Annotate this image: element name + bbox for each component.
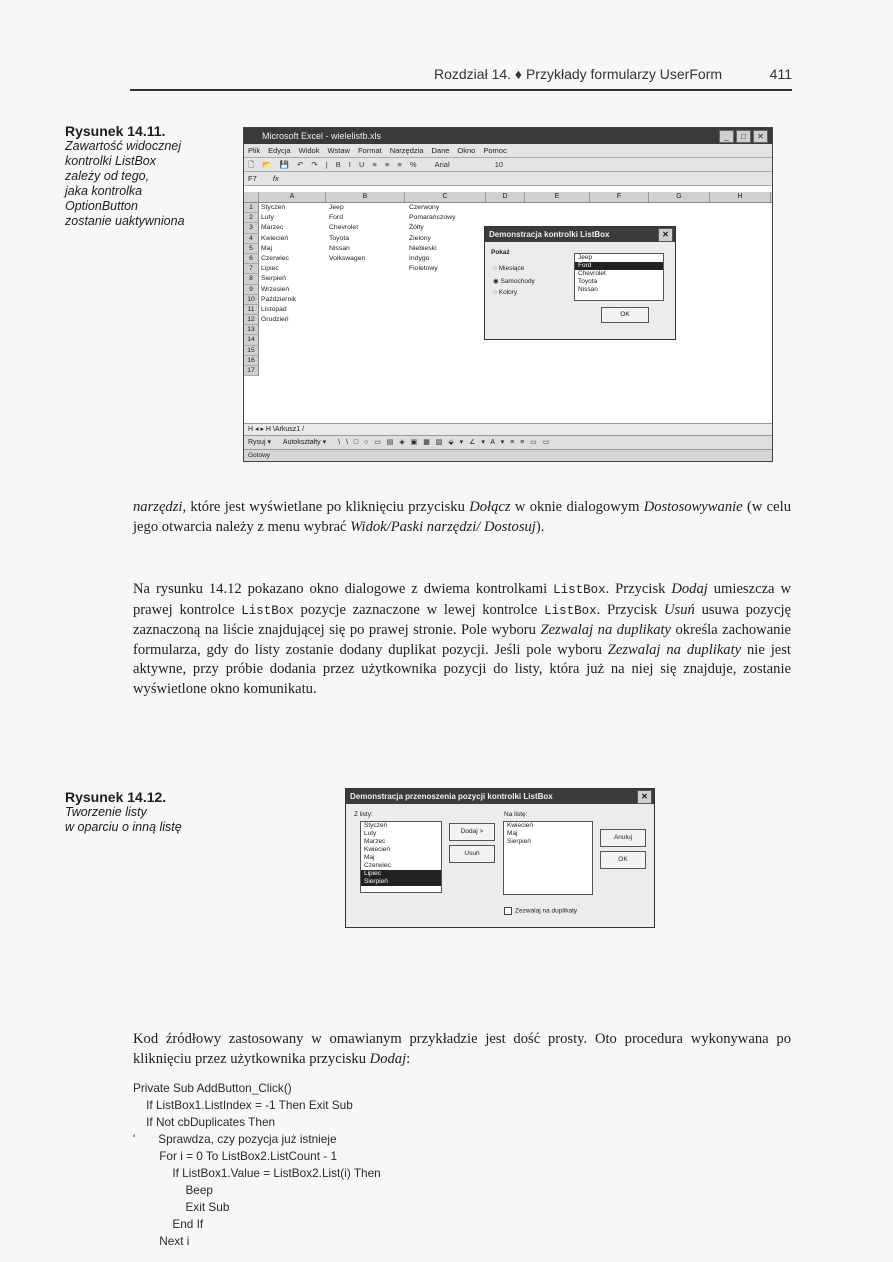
sheet-tabs	[244, 423, 773, 435]
text: usuwa pozycję zaznaczoną na liście znajdującej się po prawej stronie. Pole wyboru	[133, 601, 791, 639]
menu-item[interactable]: Narzędzia	[389, 146, 424, 155]
cell[interactable]: Październik	[261, 295, 297, 303]
option-label: Samochody	[500, 278, 535, 285]
cell[interactable]: Czerwiec	[261, 254, 289, 262]
sheet-row	[244, 366, 772, 376]
figure-caption-text: Tworzenie listy w oparciu o inną listę	[65, 805, 182, 834]
chapter-title: Rozdział 14. ♦ Przykłady formularzy UserForm	[434, 66, 722, 82]
code-line: Beep	[133, 1183, 213, 1197]
row-number[interactable]: 15	[244, 346, 259, 356]
excel-titlebar	[244, 128, 772, 144]
column-header[interactable]: H	[710, 192, 771, 202]
cell[interactable]	[327, 264, 407, 274]
cell[interactable]	[259, 335, 327, 345]
close-icon[interactable]: ✕	[658, 228, 673, 242]
italic-term: Dodaj	[369, 1050, 407, 1067]
row-number[interactable]: 2	[244, 213, 259, 223]
figure-14-12-caption	[65, 790, 182, 835]
cell[interactable]	[327, 335, 407, 345]
cell[interactable]	[407, 315, 489, 325]
text: Na rysunku 14.12 pokazano okno dialogowe z dwiema kontrolkami	[133, 581, 554, 597]
ok-button[interactable]: OK	[601, 307, 649, 323]
running-header	[130, 66, 792, 90]
row-number[interactable]: 5	[244, 244, 259, 254]
list-item[interactable]: Styczeń	[364, 822, 388, 829]
formula-bar	[244, 172, 772, 186]
maximize-icon[interactable]: □	[736, 130, 751, 143]
figure-caption-text: Zawartość widocznej kontrolki ListBox zależy od tego, jaka kontrolka OptionButton zostanie uaktywniona	[65, 139, 185, 228]
radio-icon: ◉	[493, 278, 501, 285]
list-item[interactable]: Sierpień	[507, 838, 531, 845]
cell[interactable]	[327, 346, 407, 356]
cell[interactable]	[327, 305, 407, 315]
font-select[interactable]: Arial	[434, 160, 450, 169]
paragraph-2	[133, 580, 791, 700]
status-bar	[244, 449, 773, 461]
group-label: Pokaż	[491, 249, 510, 256]
option-label: Kolory	[498, 289, 518, 296]
dialog-title: Demonstracja kontrolki ListBox	[489, 230, 610, 239]
cell[interactable]: Styczeń	[261, 204, 286, 211]
text: ).	[535, 518, 545, 535]
row-number[interactable]: 13	[244, 325, 259, 335]
text: (w celu jego otwarcia należy z menu wybrać	[133, 499, 791, 535]
cell[interactable]	[407, 295, 489, 305]
minimize-icon[interactable]: _	[719, 130, 734, 143]
close-icon[interactable]: ✕	[753, 130, 768, 143]
row-number[interactable]: 11	[244, 305, 259, 315]
sheet-tab-arkusz1[interactable]: H ◂ ▸ H \Arkusz1 /	[248, 426, 305, 433]
duplicates-checkbox[interactable]	[504, 907, 577, 915]
ok-button[interactable]: OK	[600, 851, 646, 869]
list-item[interactable]: Toyota	[578, 278, 598, 285]
code-line: Exit Sub	[133, 1200, 230, 1214]
column-header[interactable]: C	[405, 192, 486, 202]
add-button[interactable]: Dodaj >	[449, 823, 495, 841]
list-item[interactable]: Chevrolet	[578, 270, 606, 277]
code-line: If Not cbDuplicates Then	[133, 1115, 276, 1129]
to-listbox[interactable]	[503, 821, 593, 895]
list-item[interactable]: Czerwiec	[364, 862, 391, 869]
menu-item[interactable]: Format	[357, 146, 382, 155]
close-icon[interactable]: ✕	[637, 790, 652, 804]
excel-toolbar	[244, 158, 772, 172]
cell[interactable]: Kwiecień	[261, 234, 289, 242]
cell[interactable]: Zielony	[409, 234, 431, 242]
option-button[interactable]	[493, 289, 517, 296]
draw-menu[interactable]: Rysuj ▾	[248, 439, 271, 446]
option-button[interactable]	[493, 277, 535, 285]
fx-icon: fx	[272, 174, 279, 183]
cell[interactable]	[259, 366, 327, 376]
row-number[interactable]: 4	[244, 234, 259, 244]
cell[interactable]: Jeep	[329, 204, 344, 211]
cell[interactable]	[327, 366, 407, 376]
dialog-title: Demonstracja przenoszenia pozycji kontrolki ListBox	[350, 792, 553, 801]
code-term: ListBox	[544, 603, 597, 618]
row-number[interactable]: 6	[244, 254, 259, 264]
from-label: Z listy:	[354, 811, 373, 818]
italic-term: Dostosowywanie	[643, 499, 743, 515]
italic-term: Dodaj	[671, 581, 708, 597]
cell[interactable]: Sierpień	[261, 275, 286, 283]
menu-item[interactable]: Widok	[298, 146, 320, 155]
cell[interactable]: Fioletowy	[409, 265, 438, 273]
text: . Przycisk	[596, 601, 665, 618]
cell[interactable]	[407, 366, 489, 376]
code-term: ListBox	[553, 583, 606, 597]
list-item[interactable]: Sierpień	[361, 878, 441, 886]
sheet-row	[244, 203, 772, 213]
row-number[interactable]: 9	[244, 285, 259, 295]
cell[interactable]	[259, 356, 327, 366]
cell[interactable]: Marzec	[261, 224, 284, 232]
font-size-select[interactable]: 10	[494, 160, 504, 169]
row-number[interactable]: 1	[244, 203, 259, 213]
text: pozycje zaznaczone w lewej kontrolce	[293, 601, 545, 618]
menu-item[interactable]: Edycja	[268, 146, 291, 155]
italic-term: narzędzi	[133, 499, 183, 515]
status-text: Gotowy	[248, 452, 271, 459]
list-item[interactable]: Maj	[364, 854, 375, 861]
list-item[interactable]: Luty	[364, 830, 377, 837]
row-number[interactable]: 16	[244, 356, 259, 366]
text: w oknie dialogowym	[510, 499, 644, 515]
list-item[interactable]: Maj	[507, 830, 518, 837]
code-line: For i = 0 To ListBox2.ListCount - 1	[133, 1149, 338, 1163]
sheet-row	[244, 213, 772, 223]
cell[interactable]	[327, 274, 407, 284]
italic-term: Zezwalaj na duplikaty	[540, 622, 672, 639]
cell[interactable]: Listopad	[261, 305, 287, 313]
cell[interactable]: Nissan	[329, 244, 350, 252]
excel-screenshot	[243, 127, 773, 462]
cell[interactable]	[327, 325, 407, 335]
cell[interactable]	[327, 315, 407, 325]
window-title: Microsoft Excel - wielelistb.xls	[262, 131, 382, 141]
menu-item[interactable]: Plik	[248, 146, 261, 155]
sheet-row	[244, 346, 772, 356]
column-header[interactable]: A	[259, 192, 326, 202]
row-number[interactable]: 10	[244, 295, 259, 305]
menu-item[interactable]: Pomoc	[483, 146, 507, 155]
listbox[interactable]	[574, 253, 664, 301]
checkbox-box[interactable]	[504, 907, 512, 915]
column-header[interactable]: D	[486, 192, 525, 202]
italic-term: Dołącz	[469, 499, 511, 515]
row-number[interactable]: 8	[244, 274, 259, 284]
cell[interactable]	[407, 356, 489, 366]
code-line: ' Sprawdza, czy pozycja już istnieje	[133, 1132, 337, 1146]
column-header[interactable]: F	[590, 192, 649, 202]
drawing-toolbar	[244, 435, 773, 450]
paragraph-1	[133, 498, 791, 537]
code-line: If ListBox1.ListIndex = -1 Then Exit Sub	[133, 1098, 353, 1112]
figure-number: Rysunek 14.11.	[65, 123, 166, 139]
cell[interactable]: Czerwony	[409, 204, 440, 211]
toolbar-icons: 🗋 📂 💾 ↶ ↷ | B I U ≡ ≡ ≡ %	[248, 160, 420, 169]
code-line: End If	[133, 1217, 204, 1231]
figure-number: Rysunek 14.12.	[65, 789, 167, 805]
list-item[interactable]: Ford	[575, 262, 663, 270]
text: określa zachowanie formularza, gdy do listy zostanie dodany duplikat pozycji. Jeśli pole wyboru	[133, 622, 792, 658]
italic-term: Zezwalaj na duplikaty	[607, 641, 742, 658]
cell[interactable]: Grudzień	[261, 316, 289, 324]
italic-term: Usuń	[664, 601, 695, 618]
cell[interactable]	[407, 274, 489, 284]
excel-menubar	[244, 144, 772, 158]
cell[interactable]: Lipiec	[261, 265, 279, 273]
list-item[interactable]: Marzec	[364, 838, 386, 845]
list-item[interactable]: Jeep	[578, 254, 593, 261]
list-item[interactable]: Kwiecień	[507, 822, 534, 829]
text: , które jest wyświetlane po kliknięciu przycisku	[182, 499, 470, 515]
cell[interactable]	[327, 295, 407, 305]
cell[interactable]: Pomarańczowy	[409, 214, 456, 222]
text: :	[406, 1050, 411, 1067]
cell[interactable]	[407, 335, 489, 345]
list-item[interactable]: Lipiec	[361, 870, 441, 878]
code-line: Private Sub AddButton_Click()	[133, 1081, 292, 1095]
italic-term: Widok/Paski narzędzi/ Dostosuj	[350, 518, 536, 535]
header-rule	[130, 89, 792, 91]
text: umieszcza w prawej kontrolce	[133, 581, 791, 618]
option-label: Miesiące	[498, 265, 525, 272]
cell[interactable]	[407, 285, 489, 295]
column-header[interactable]: E	[525, 192, 590, 202]
code-line: Next i	[133, 1234, 190, 1248]
text: nie jest aktywne, przy próbie dodania przez użytkownika pozycji do listy, która już na niej się znajduje, zostanie wyświetlone okno komunikatu.	[133, 641, 791, 697]
page-number: 411	[769, 66, 792, 82]
row-number[interactable]: 12	[244, 315, 259, 325]
from-listbox[interactable]	[360, 821, 442, 893]
autoshapes-menu[interactable]: Autokształty ▾	[282, 439, 327, 446]
list-item[interactable]: Kwiecień	[364, 846, 391, 853]
menu-item[interactable]: Okno	[457, 146, 476, 155]
row-number[interactable]: 17	[244, 366, 259, 376]
cell[interactable]	[259, 325, 327, 335]
option-button[interactable]	[493, 265, 524, 272]
listbox-demo-dialog	[484, 226, 676, 340]
select-all-corner[interactable]	[244, 192, 259, 202]
cell[interactable]: Chevrolet	[329, 224, 359, 232]
figure-14-11-caption	[65, 124, 185, 229]
radio-icon: ○	[493, 265, 499, 272]
cell[interactable]: Volkswagen	[329, 254, 366, 262]
code-listing	[133, 1080, 381, 1250]
cell[interactable]: Indygo	[409, 254, 430, 262]
move-items-dialog	[345, 788, 655, 928]
column-header[interactable]: B	[326, 192, 405, 202]
menu-item[interactable]: Dane	[431, 146, 450, 155]
column-headers	[244, 192, 772, 203]
cancel-button[interactable]: Anuluj	[600, 829, 646, 847]
cell[interactable]: Ford	[329, 214, 343, 222]
radio-icon: ○	[493, 289, 499, 296]
menu-item[interactable]: Wstaw	[327, 146, 350, 155]
cell[interactable]	[327, 356, 407, 366]
cell[interactable]	[407, 305, 489, 315]
code-term: ListBox	[241, 603, 294, 618]
paragraph-3	[133, 1030, 791, 1069]
to-label: Na listę:	[504, 811, 528, 818]
cell[interactable]	[327, 285, 407, 295]
cell[interactable]: Żółty	[409, 224, 424, 232]
cell[interactable]: Wrzesień	[261, 285, 290, 293]
cell[interactable]	[407, 325, 489, 335]
cell[interactable]	[407, 346, 489, 356]
cell[interactable]: Niebieski	[409, 244, 437, 252]
drawing-icons: \ \ □ ○ ▭ ▤ ◈ ▣ ▦ ▧ ⬙ ▾ ∠ ▾ A ▾ ≡ ≡ ▭ ▭	[338, 439, 552, 446]
sheet-row	[244, 356, 772, 366]
row-number[interactable]: 3	[244, 223, 259, 233]
cell[interactable]: Luty	[261, 214, 274, 222]
name-box[interactable]: F7	[248, 174, 257, 183]
code-line: If ListBox1.Value = ListBox2.List(i) Then	[133, 1166, 381, 1180]
text: Kod źródłowy zastosowany w omawianym przykładzie jest dość prosty. Oto procedura wykonywana po kliknięciu przez użytkownika przycisku	[133, 1031, 791, 1067]
cell[interactable]: Toyota	[329, 234, 350, 242]
cell[interactable]	[259, 346, 327, 356]
list-item[interactable]: Nissan	[578, 286, 598, 293]
cell[interactable]: Maj	[261, 244, 272, 252]
row-number[interactable]: 7	[244, 264, 259, 274]
text: . Przycisk	[605, 581, 672, 597]
checkbox-label: Zezwalaj na duplikaty	[515, 907, 578, 915]
remove-button[interactable]: Usuń	[449, 845, 495, 863]
column-header[interactable]: G	[649, 192, 710, 202]
row-number[interactable]: 14	[244, 335, 259, 345]
